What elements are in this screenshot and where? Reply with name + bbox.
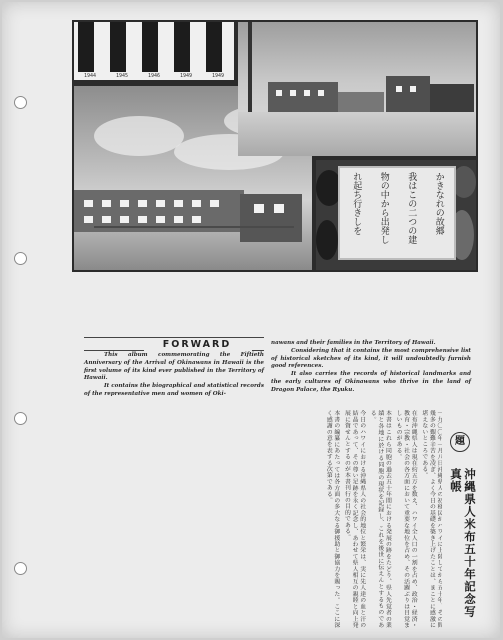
divider — [252, 350, 264, 351]
forward-paragraph: This album commemorating the Fiftieth Anniversary of the Arrival of Okinawans in Hawaii is the first volume of its kind ever published in the Territory of Hawaii. — [84, 352, 264, 382]
divider — [84, 350, 144, 351]
japanese-paragraph: 本書はこれら同胞の過去五十年間における発展の跡をたどり、県人先覚者の業績と各地に於ける同胞の現状を記録し、これを後世に伝えんとするものである。 — [369, 410, 391, 628]
forward-title: FORWARD — [162, 339, 232, 350]
inscription-line: 我はこの二つの建 — [406, 172, 417, 244]
japanese-title: 沖縄県人米布五十年記念写真帳 — [449, 468, 477, 618]
japanese-paragraph: 今日のハワイにおける沖縄県人の社会的地位と繁栄は、実に先人達の血と汗の結晶であって、その尊い足跡を永く記念し、あわせて県人相互の親睦と向上発展に資せんとするのが本書刊行の目的である。 — [343, 410, 365, 628]
stamp-year: 1949 — [211, 73, 225, 79]
stamp-years — [74, 73, 234, 79]
japanese-paragraph: 本書の編纂にあたっては各方面の多大なる御援助と御協力を賜った。ここに深く感謝の意を表する次第である。 — [325, 410, 339, 628]
japanese-text — [70, 410, 442, 628]
forward-paragraph: nawans and their families in the Territory of Hawaii. — [271, 340, 436, 346]
forward-paragraph: Considering that it contains the most comprehensive list of historical sketches of its kind, it will undoubtedly furnish good references. — [271, 347, 471, 370]
inscription-sign — [338, 166, 456, 260]
binder-hole — [14, 562, 27, 575]
japanese-paragraph: 一九〇〇年一月八日沖縄県人の初移民がハワイに上陸してから五十年、その間幾多の艱難辛苦を凌ぎ、よく今日の基礎を築き上げたことは、まことに感激に堪えないところである。 — [420, 410, 442, 628]
inscription-line: かきなれの故郷 — [433, 172, 444, 235]
binder-hole — [14, 252, 27, 265]
photo-inscription-sign — [316, 160, 476, 270]
stamp-year: 1945 — [115, 73, 129, 79]
binder-hole — [14, 412, 27, 425]
forward-column-right — [271, 340, 471, 395]
forward-paragraph: It also carries the records of historical landmarks and the early cultures of Okinawans who thrive in the land of Dragon Palace, the Ryuku. — [271, 371, 471, 393]
title-badge: 題 — [450, 432, 470, 452]
forward-column-left — [84, 352, 264, 399]
photo-town-street — [238, 22, 476, 156]
photo-stamps — [74, 22, 234, 80]
forward-paragraph: It contains the biographical and statistical records of the representative men and women of Oki- — [84, 383, 264, 397]
japanese-paragraph: 在布沖縄県人は現在約五万を数え、ハワイ全人口の一割を占め、政治・経済・教育・宗教・社会の各方面において重要な地位を占め、その活躍ぶりは目覚ましいものがある。 — [395, 410, 417, 628]
inscription-line: れ起ち行きしを — [351, 172, 362, 235]
binder-hole — [14, 96, 27, 109]
stamp-year: 1949 — [179, 73, 193, 79]
inscription-line: 物の中から出発し — [378, 172, 389, 244]
stamp-year: 1946 — [147, 73, 161, 79]
stamp-year: 1944 — [83, 73, 97, 79]
divider — [84, 337, 264, 338]
